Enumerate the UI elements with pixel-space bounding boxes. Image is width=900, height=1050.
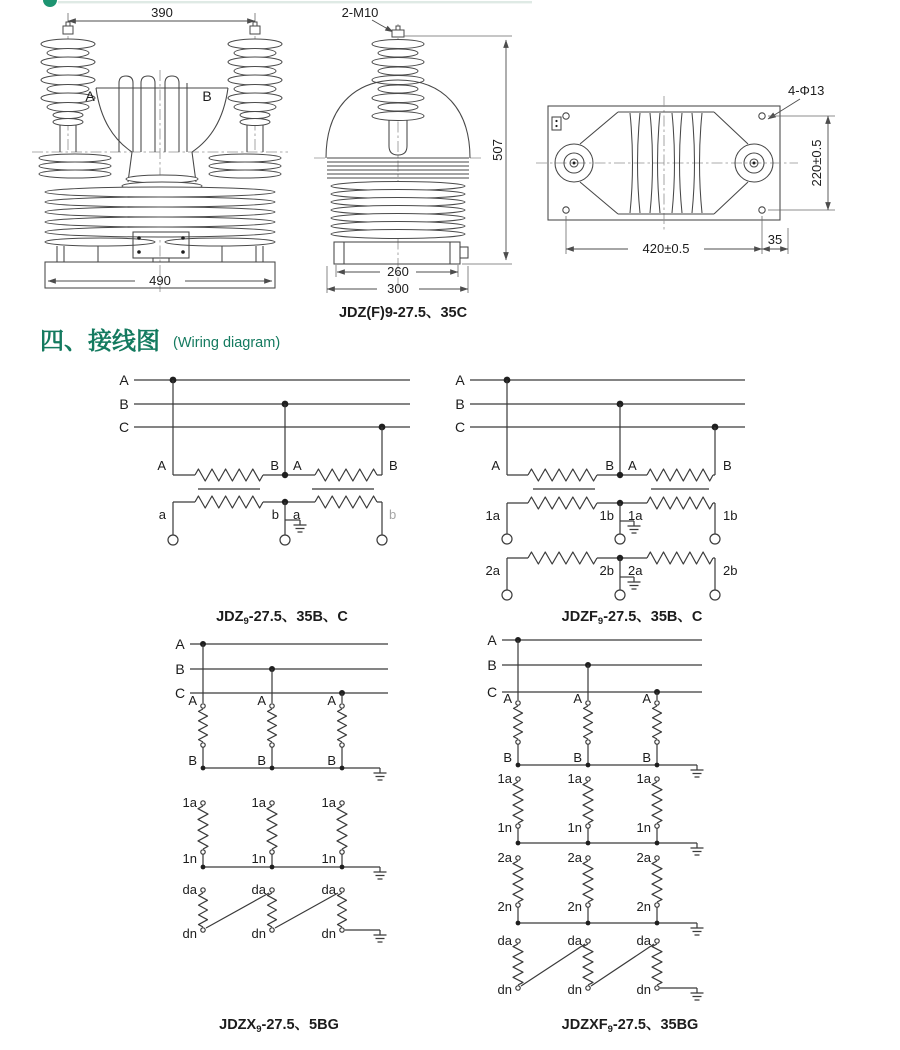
lv2-label: 2a bbox=[628, 563, 643, 578]
hv-top-label: A bbox=[573, 691, 582, 706]
lv2-top-label: 2a bbox=[497, 850, 512, 865]
lv-bot-label: 1n bbox=[182, 851, 197, 866]
bus-a-label: A bbox=[119, 372, 129, 388]
lv2-top-label: 2a bbox=[636, 850, 651, 865]
lv1-top-label: 1a bbox=[567, 771, 582, 786]
page-top-decor bbox=[43, 0, 532, 7]
lv-label: a bbox=[158, 507, 166, 522]
da-top-label: da bbox=[182, 882, 197, 897]
lv-top-label: 1a bbox=[251, 795, 266, 810]
ground-icon bbox=[374, 867, 387, 879]
lv1-bot-label: 1n bbox=[567, 820, 582, 835]
lv-bot-label: 1n bbox=[251, 851, 266, 866]
hv-bot-label: B bbox=[257, 753, 266, 768]
da-bot-label: dn bbox=[636, 982, 651, 997]
diagram-caption: $JDZ_9-27.5$、35B、C bbox=[216, 609, 348, 627]
hv-bot-label: B bbox=[503, 750, 512, 765]
hv-bot-label: B bbox=[642, 750, 651, 765]
bus-c-label: C bbox=[454, 419, 466, 435]
bus-a-label: A bbox=[175, 636, 185, 652]
hv-label: A bbox=[157, 458, 166, 473]
lv-top-label: 1a bbox=[182, 795, 197, 810]
hv-bot-label: B bbox=[327, 753, 336, 768]
bolt-spec-label: 2-M10 bbox=[341, 5, 379, 20]
da-bot-label: dn bbox=[497, 982, 512, 997]
wiring-diagram-jdzx9 bbox=[175, 636, 388, 1035]
hv-label: A bbox=[491, 458, 500, 473]
lv-bot-label: 1n bbox=[321, 851, 336, 866]
hv-label: B bbox=[389, 458, 398, 473]
hv-top-label: A bbox=[642, 691, 651, 706]
hv-top-label: A bbox=[257, 693, 266, 708]
dim-490: 490 bbox=[149, 273, 171, 288]
da-top-label: da bbox=[497, 933, 512, 948]
dim-390: 390 bbox=[151, 5, 173, 20]
lv-top-label: 1a bbox=[321, 795, 336, 810]
terminal-a-label: A bbox=[85, 88, 95, 104]
hv-bot-label: B bbox=[573, 750, 582, 765]
hv-label: B bbox=[605, 458, 614, 473]
wiring-diagram-jdzxf9 bbox=[487, 632, 704, 1035]
green-bullet-icon bbox=[43, 0, 57, 7]
top-view-drawing bbox=[536, 83, 835, 256]
bus-c-label: C bbox=[118, 419, 130, 435]
lv2-bot-label: 2n bbox=[497, 899, 512, 914]
bus-c-label: C bbox=[486, 684, 498, 700]
ground-icon bbox=[628, 577, 641, 589]
bushing-left bbox=[41, 22, 95, 152]
bus-b-label: B bbox=[487, 657, 497, 673]
front-view-drawing bbox=[32, 5, 482, 292]
lv1-bot-label: 1n bbox=[497, 820, 512, 835]
dim-507: 507 bbox=[490, 139, 505, 161]
bushing-right bbox=[228, 22, 282, 152]
lv-label: a bbox=[293, 507, 301, 522]
dim-300: 300 bbox=[387, 281, 409, 296]
decor-rule bbox=[58, 1, 532, 3]
diagram-caption: $JDZX_9-27.5$、5BG bbox=[219, 1017, 339, 1035]
lv2-label: 2b bbox=[723, 563, 738, 578]
hv-top-label: A bbox=[327, 693, 336, 708]
ground-icon bbox=[691, 988, 704, 1000]
ground-icon bbox=[374, 768, 387, 780]
ground-icon bbox=[691, 765, 704, 777]
hv-label: A bbox=[293, 458, 302, 473]
hv-bot-label: B bbox=[188, 753, 197, 768]
lv1-label: 1a bbox=[485, 508, 500, 523]
bus-b-label: B bbox=[175, 661, 185, 677]
lv2-bot-label: 2n bbox=[636, 899, 651, 914]
diagram-caption: $JDZXF_9-27.5$、35BG bbox=[561, 1017, 699, 1035]
ground-icon bbox=[691, 923, 704, 935]
lv-label: b bbox=[389, 507, 397, 522]
da-top-label: da bbox=[567, 933, 582, 948]
dim-220-label: 220±0.5 bbox=[809, 139, 824, 187]
bus-b-label: B bbox=[455, 396, 465, 412]
hv-label: B bbox=[723, 458, 732, 473]
heading-en: (Wiring diagram) bbox=[173, 335, 281, 351]
lv1-top-label: 1a bbox=[636, 771, 651, 786]
dim-35-label: 35 bbox=[767, 232, 783, 247]
terminal-b-label: B bbox=[202, 88, 212, 104]
side-view-caption: JDZ(F)9-27.5、35C bbox=[338, 305, 468, 321]
bus-c-label: C bbox=[174, 685, 186, 701]
dim-420-35 bbox=[566, 216, 788, 256]
hv-top-label: A bbox=[503, 691, 512, 706]
lv2-label: 2b bbox=[599, 563, 614, 578]
dim-4phi13: 4-Φ13 bbox=[788, 83, 825, 98]
bus-a-label: A bbox=[487, 632, 497, 648]
dim-base-widths bbox=[327, 264, 468, 296]
hv-label: B bbox=[270, 458, 279, 473]
lv1-label: 1b bbox=[599, 508, 614, 523]
ground-icon bbox=[374, 930, 387, 942]
lv2-bot-label: 2n bbox=[567, 899, 582, 914]
diagram-caption: $JDZF_9-27.5$、35B、C bbox=[561, 609, 703, 627]
hole-callout bbox=[768, 83, 824, 119]
section-heading bbox=[40, 328, 280, 355]
bus-b-label: B bbox=[119, 396, 129, 412]
da-bot-label: dn bbox=[182, 926, 197, 941]
wiring-diagram-jdz9 bbox=[119, 372, 410, 627]
lv2-top-label: 2a bbox=[567, 850, 582, 865]
da-top-label: da bbox=[321, 882, 336, 897]
lv1-label: 1a bbox=[628, 508, 643, 523]
lv1-label: 1b bbox=[723, 508, 738, 523]
da-top-label: da bbox=[251, 882, 266, 897]
da-bot-label: dn bbox=[321, 926, 336, 941]
heading-zh: 四、接线图 bbox=[40, 328, 160, 355]
ground-icon bbox=[691, 843, 704, 855]
nameplate bbox=[552, 117, 561, 130]
bus-a-label: A bbox=[455, 372, 465, 388]
hv-label: A bbox=[628, 458, 637, 473]
da-bot-label: dn bbox=[251, 926, 266, 941]
dim-420-label: 420±0.5 bbox=[642, 241, 690, 256]
lv1-top-label: 1a bbox=[497, 771, 512, 786]
side-view-drawing bbox=[326, 5, 512, 321]
da-bot-label: dn bbox=[567, 982, 582, 997]
da-top-label: da bbox=[636, 933, 651, 948]
lv2-label: 2a bbox=[485, 563, 500, 578]
hv-top-label: A bbox=[188, 693, 197, 708]
wiring-diagram-jdzf9 bbox=[455, 372, 745, 627]
lv-label: b bbox=[271, 507, 279, 522]
dim-260: 260 bbox=[387, 264, 409, 279]
lv1-bot-label: 1n bbox=[636, 820, 651, 835]
